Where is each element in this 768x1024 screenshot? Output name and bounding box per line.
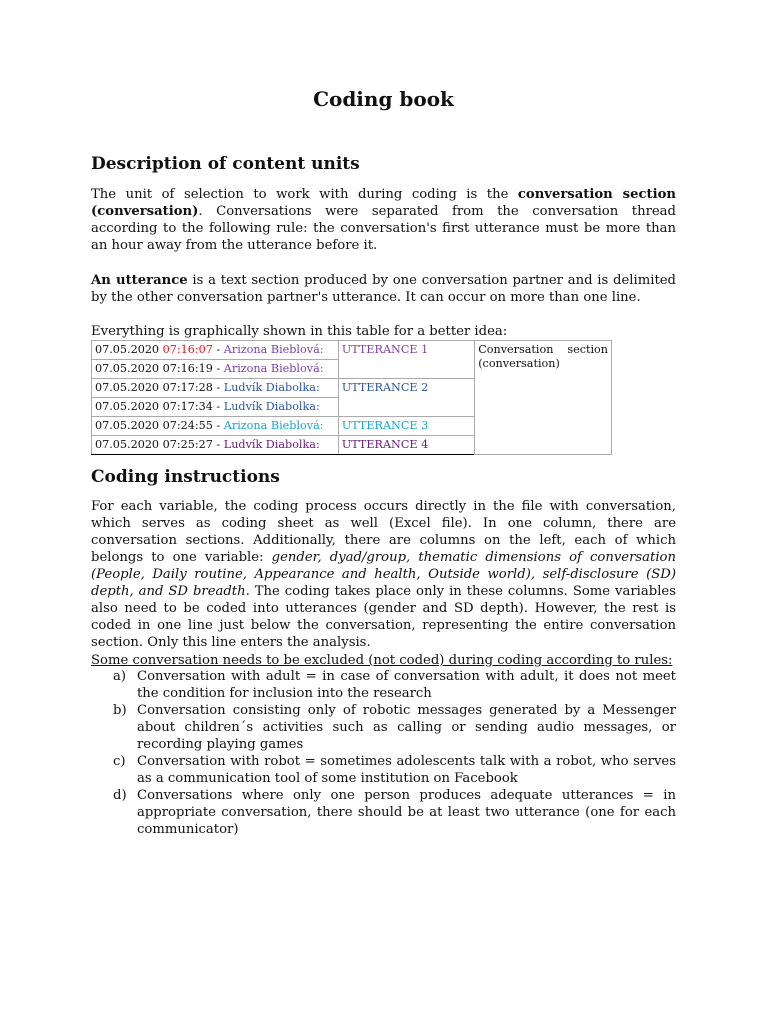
list-marker: d) bbox=[113, 788, 127, 803]
list-item bbox=[91, 787, 676, 838]
table-cell-message: 07.05.2020 07:17:34 - Ludvík Diabolka: bbox=[92, 398, 339, 417]
text-run: . Conversations were separated from the conversation thread according to the following rule: the conversation's first utterance must be more than an hour away from the utterance before it. bbox=[91, 204, 676, 253]
table-cell-utterance-4: UTTERANCE 4 bbox=[338, 436, 474, 455]
paragraph-coding-process bbox=[91, 498, 676, 651]
example-conversation-table bbox=[91, 340, 612, 455]
table-row bbox=[92, 341, 612, 360]
page-title: Coding book bbox=[313, 87, 454, 111]
table-cell-conversation-section: Conversation section (conversation) bbox=[475, 341, 612, 455]
text-run: For each variable, the coding process occurs directly in the file with conversation, which serves as coding sheet as well (Excel file). In one column, there are conversation sections. Additionally, there are columns on the left, each of which belongs to one variable: bbox=[91, 499, 676, 565]
table-cell-message: 07.05.2020 07:16:07 - Arizona Bieblová: bbox=[92, 341, 339, 360]
paragraph-utterance-definition bbox=[91, 272, 676, 306]
text-run: is a text section produced by one conversation partner and is delimited by the other conversation partner's utterance. It can occur on more than one line. bbox=[91, 273, 677, 305]
exclusion-rules-list bbox=[91, 668, 676, 838]
table-cell-utterance-2: UTTERANCE 2 bbox=[338, 379, 474, 417]
bold-term-conversation-section: conversation section (conversation) bbox=[91, 187, 676, 219]
table-cell-utterance-3: UTTERANCE 3 bbox=[338, 417, 474, 436]
list-item-text: Conversation with robot = sometimes adolescents talk with a robot, who serves as a communication tool of some institution on Facebook bbox=[137, 754, 676, 786]
table-cell-message: 07.05.2020 07:17:28 - Ludvík Diabolka: bbox=[92, 379, 339, 398]
exclusion-rules-heading: Some conversation needs to be excluded (not coded) during coding according to rules: bbox=[91, 653, 673, 668]
table-cell-message: 07.05.2020 07:25:27 - Ludvík Diabolka: bbox=[92, 436, 339, 455]
list-item bbox=[91, 702, 676, 753]
list-item-text: Conversations where only one person produces adequate utterances = in appropriate conversation, there should be at least two utterance (one for each communicator) bbox=[137, 788, 676, 837]
list-marker: c) bbox=[113, 754, 126, 769]
paragraph-table-intro: Everything is graphically shown in this table for a better idea: bbox=[91, 324, 508, 339]
section-heading-coding-instructions: Coding instructions bbox=[91, 467, 280, 487]
bold-term-utterance: An utterance bbox=[91, 273, 188, 288]
italic-variable-list: gender, dyad/group, thematic dimensions of conversation (People, Daily routine, Appearance and health, Outside world), self-disclosure (SD) depth, and SD breadth bbox=[91, 550, 676, 599]
list-item-text: Conversation consisting only of robotic messages generated by a Messenger about children´s activities such as calling or sending audio messages, or recording playing games bbox=[137, 703, 676, 752]
table-cell-message: 07.05.2020 07:24:55 - Arizona Bieblová: bbox=[92, 417, 339, 436]
list-item-text: Conversation with adult = in case of conversation with adult, it does not meet the condition for inclusion into the research bbox=[137, 669, 676, 701]
list-item bbox=[91, 753, 676, 787]
list-item bbox=[91, 668, 676, 702]
section-heading-content-units: Description of content units bbox=[91, 154, 360, 174]
table-cell-utterance-1: UTTERANCE 1 bbox=[338, 341, 474, 379]
list-marker: a) bbox=[113, 669, 127, 684]
table-cell-message: 07.05.2020 07:16:19 - Arizona Bieblová: bbox=[92, 360, 339, 379]
list-marker: b) bbox=[113, 703, 127, 718]
text-run: . The coding takes place only in these columns. Some variables also need to be coded into utterances (gender and SD depth). However, the rest is coded in one line just below the conversation, representing the entire conversation section. Only this line enters the analysis. bbox=[91, 584, 676, 650]
paragraph-unit-of-selection bbox=[91, 186, 676, 254]
text-run: The unit of selection to work with during coding is the bbox=[91, 187, 518, 202]
